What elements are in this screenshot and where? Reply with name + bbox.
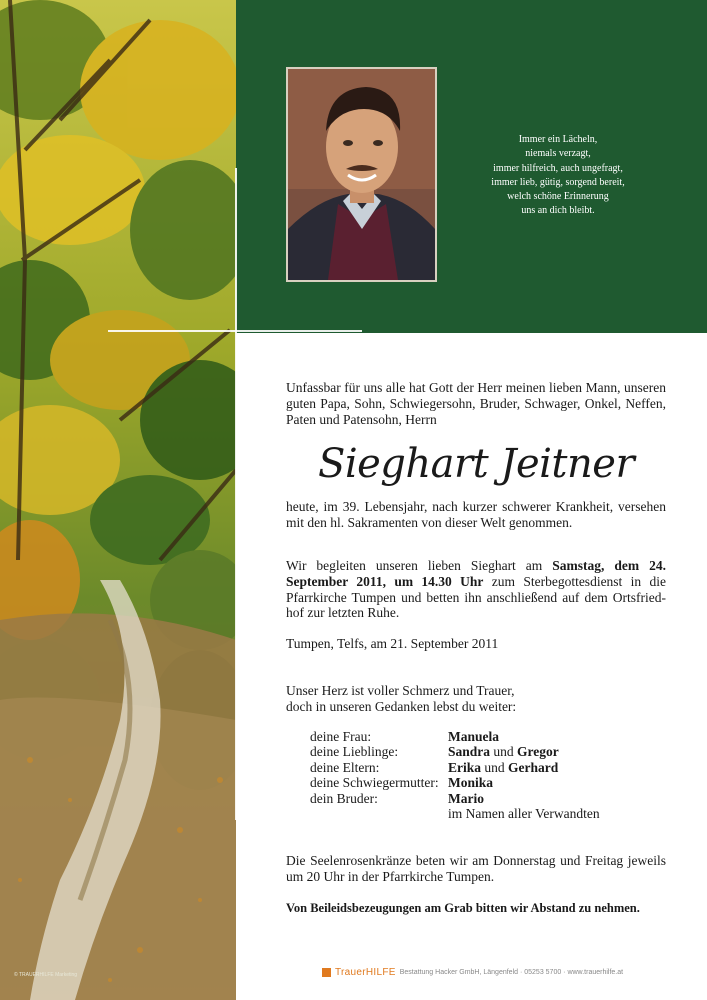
- funeral-date-time: Samstag, dem 24. September 2011, um 14.30 Uhr: [286, 558, 666, 589]
- relative-name: Gerhard: [508, 759, 559, 775]
- footer-logo: TrauerHILFE: [335, 967, 396, 978]
- poem-line: niemals verzagt,: [525, 148, 591, 160]
- poem-line: welch schöne Erinnerung: [507, 191, 609, 203]
- portrait-photo: [286, 67, 437, 282]
- footer: [322, 967, 623, 978]
- cross-vertical-line: [235, 168, 237, 820]
- family-row: [310, 791, 600, 806]
- mourning-line: Unser Herz ist voller Schmerz und Trauer,: [286, 683, 515, 698]
- image-credit: © TRAUERHILFE Marketing: [14, 972, 78, 978]
- relation-label: deine Lieblinge:: [310, 744, 399, 760]
- closing-note: Von Beileidsbezeugungen am Grab bitten wir Abstand zu nehmen.: [286, 901, 640, 915]
- place-date: Tumpen, Telfs, am 21. September 2011: [286, 636, 499, 651]
- family-row: [310, 729, 600, 744]
- footer-details: Bestattung Hacker GmbH, Längenfeld · 05253 5700 · www.trauerhilfe.at: [399, 969, 624, 976]
- funeral-text-part: zum Sterbegottesdienst in die Pfarrkirche Tumpen und betten ihn anschließend auf dem Ortsfriedhof zur letzten Ruhe.: [286, 573, 666, 621]
- passing-text: heute, im 39. Lebensjahr, nach kurzer schwerer Krankheit, versehen mit den hl. Sakramenten von dieser Welt genommen.: [286, 499, 666, 530]
- mourning-lines: [286, 683, 666, 715]
- family-row: [310, 775, 600, 790]
- conjunction: und: [481, 759, 509, 775]
- relative-name: Mario: [448, 790, 484, 806]
- relative-names: [448, 744, 559, 759]
- mourning-line: doch in unseren Gedanken lebst du weiter:: [286, 698, 517, 714]
- relative-name: Erika: [448, 759, 482, 775]
- relation-label: deine Frau:: [310, 729, 372, 744]
- poem: [458, 133, 658, 219]
- poem-line: Immer ein Lächeln,: [518, 134, 598, 145]
- relation-label: dein Bruder:: [310, 790, 378, 806]
- relation-label: deine Eltern:: [310, 759, 380, 775]
- relative-name: Gregor: [517, 744, 559, 760]
- relation-label: deine Schwiegermutter:: [310, 775, 439, 791]
- relative-names: [448, 760, 558, 775]
- relation-label-empty: [310, 806, 448, 821]
- family-row: [310, 744, 600, 759]
- funeral-text: [286, 558, 666, 621]
- poem-line: uns an dich bleibt.: [521, 205, 595, 217]
- deceased-name: Sieghart Jeitner: [317, 441, 635, 487]
- family-list: [310, 729, 600, 821]
- relatives-note: im Namen aller Verwandten: [448, 806, 600, 822]
- forest-path-image: [0, 0, 236, 1000]
- conjunction: und: [490, 744, 518, 760]
- portrait-illustration: [288, 69, 435, 280]
- poem-line: immer hilfreich, auch ungefragt,: [493, 162, 623, 174]
- relative-name: Monika: [448, 775, 494, 791]
- family-row: [310, 760, 600, 775]
- trauerhilfe-logo-icon: [322, 968, 331, 977]
- rosary-text: Die Seelenrosenkränze beten wir am Donnerstag und Freitag jeweils um 20 Uhr in der Pfarrkirche Tumpen.: [286, 853, 666, 884]
- funeral-text-part: Wir begleiten unseren lieben Sieghart am: [286, 558, 553, 573]
- relative-name: Manuela: [448, 729, 500, 744]
- intro-text: Unfassbar für uns alle hat Gott der Herr meinen lieben Mann, unseren guten Papa, Sohn, Schwiegersohn, Bruder, Schwager, Onkel, Neffen, Paten und Patensohn, Herrn: [286, 380, 666, 427]
- forest-illustration: [0, 0, 236, 1000]
- relative-name: Sandra: [448, 744, 491, 760]
- poem-line: immer lieb, gütig, sorgend bereit,: [491, 176, 625, 188]
- cross-horizontal-line: [108, 330, 362, 332]
- family-row: [310, 806, 600, 821]
